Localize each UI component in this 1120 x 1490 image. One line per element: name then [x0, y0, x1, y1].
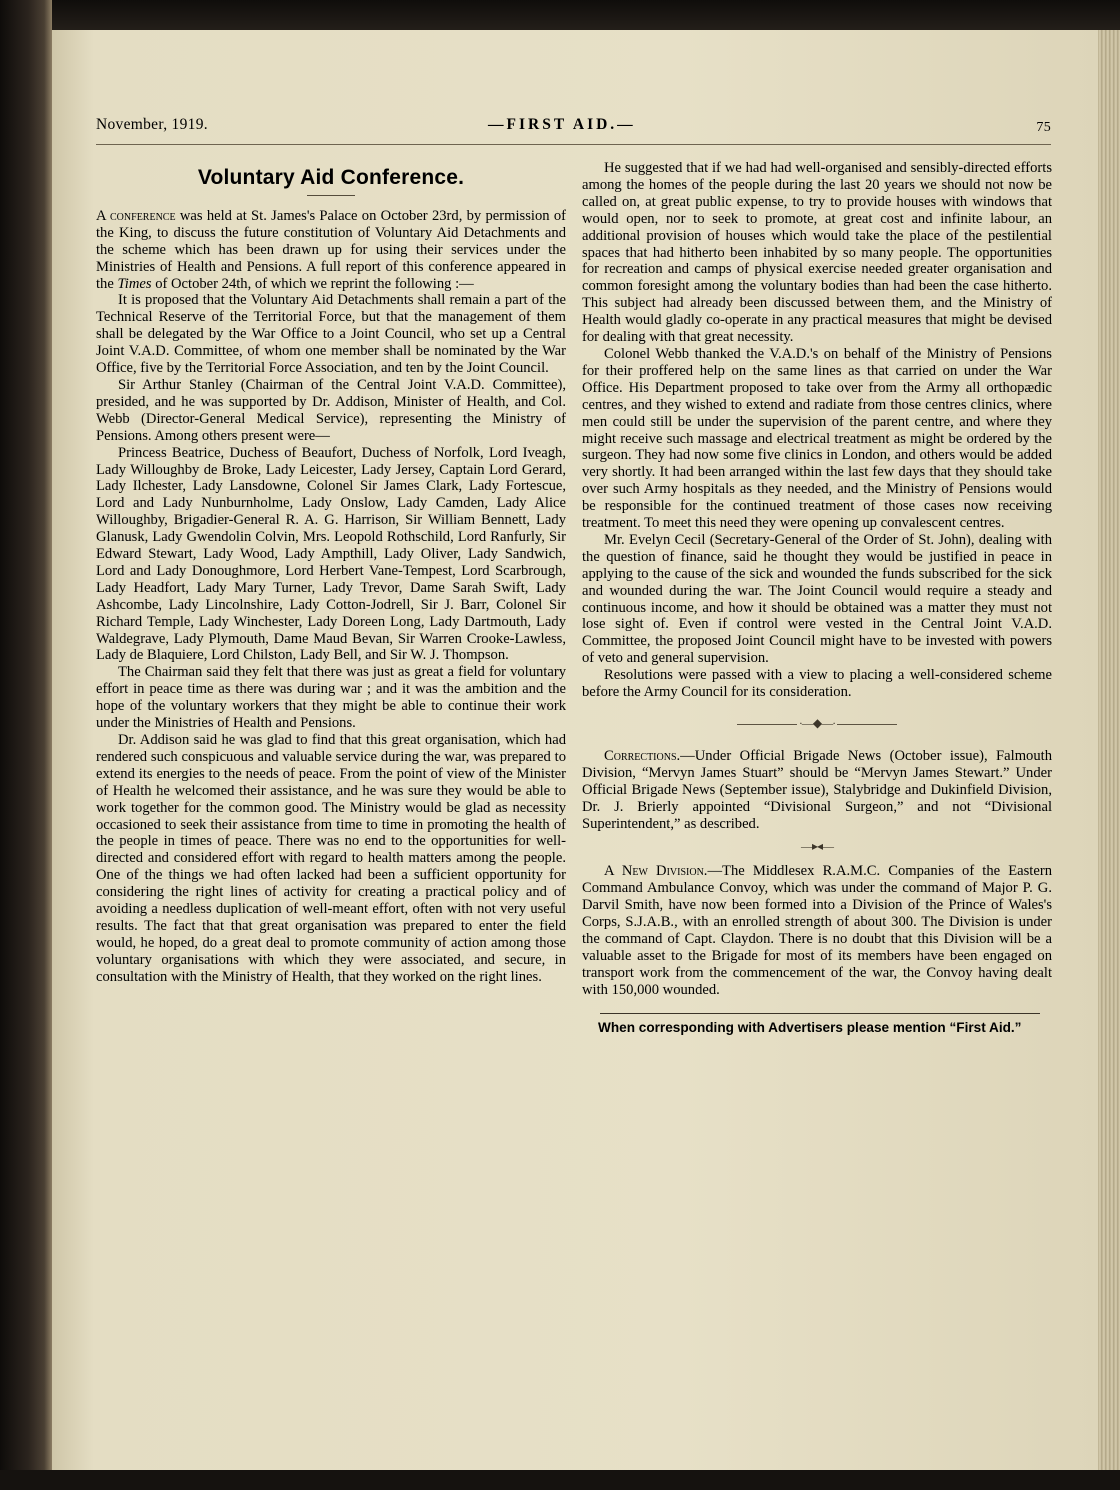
intro-lead: A conference	[96, 207, 176, 224]
advertisers-notice: When corresponding with Advertisers please mention “First Aid.”	[598, 1019, 1022, 1035]
ornament-line-right	[837, 724, 897, 725]
intro-text: was held at St. James's Palace on October 23rd, by permission of the King, to discuss the future constitution of Voluntary Aid Detachments and the scheme which has been drawn up for using their services under the Ministries of Health and Pensions. A full report of this conference appeared in the	[96, 207, 566, 292]
corrections-lead: Corrections.	[604, 747, 681, 764]
paragraph-proposal: It is proposed that the Voluntary Aid Detachments shall remain a part of the Technical Reserve of the Territorial Force, but that the management of them shall be delegated by the War Office to a Joint Council, who set up a Central Joint V.A.D. Committee, of whom one member shall be nominated by the War Office, five by the Territorial Force Association, and ten by the Joint Council.	[96, 292, 566, 377]
paragraph-cecil: Mr. Evelyn Cecil (Secretary-General of the Order of St. John), dealing with the question of finance, said he thought they would be justified in peace in applying to the cause of the sick and wounded the funds subscribed for the sick and wounded during the war. The Joint Council would require a steady and continuous income, and how it should be obtained was a matter they must not lose sight of. Even if control were vested in the Central Joint V.A.D. Committee, the proposed Joint Council might have to be invested with powers of veto and general supervision.	[582, 531, 1052, 667]
right-column	[582, 160, 1052, 1035]
running-head	[96, 116, 1051, 142]
left-column	[96, 160, 566, 986]
title-rule	[307, 195, 355, 196]
times-title: Times	[117, 275, 152, 292]
paragraph-chairman-said: The Chairman said they felt that there was just as great a field for voluntary effort in peace time as there was during war ; and it was the ambition and the hope of the voluntary workers that they might be able to continue their work under the Ministries of Health and Pensions.	[96, 664, 566, 732]
paragraph-chairman-intro: Sir Arthur Stanley (Chairman of the Central Joint V.A.D. Committee), presided, and he was supported by Dr. Addison, Minister of Health, and Col. Webb (Director-General Medical Service), representing the Ministry of Pensions. Among others present were—	[96, 376, 566, 444]
intro-end: of October 24th, of which we reprint the following :—	[151, 275, 474, 292]
paragraph-intro	[96, 208, 566, 293]
ornament-line-left	[737, 724, 797, 725]
ornament-mark: ·—◆—·	[798, 716, 836, 730]
corrections-text: —Under Official Brigade News (October issue), Falmouth Division, “Mervyn James Stuart” should be “Mervyn James Stewart.” Under Official Brigade News (September issue), Stalybridge and Dukinfield Division, Dr. J. Brierly appointed “Divisional Surgeon,” and not “Divisional Superintendent,” as described.	[582, 747, 1052, 832]
section-ornament-small	[582, 838, 1052, 855]
paragraph-new-division	[582, 863, 1052, 998]
page-number: 75	[1036, 120, 1051, 135]
paragraph-suggestion: He suggested that if we had had well-organised and sensibly-directed efforts among the homes of the people during the last 20 years we should not now be called on, at great public expense, to try to provide houses with windows that would open, nor to seek to promote, at great cost and infinite labour, an additional provision of houses which would take the place of the pestilential spaces that had hitherto been inhabited by so many people. The opportunities for recreation and camps of physical exercise needed greater organisation and common foresight among the voluntary bodies than had been the case hitherto. This subject had already been discussed between them, and the Ministry of Health would gladly co-operate in any practical measures that might be devised for dealing with that great necessity.	[582, 160, 1052, 346]
new-division-lead: A New Division.	[604, 863, 708, 880]
paragraph-resolutions: Resolutions were passed with a view to placing a well-considered scheme before the Army Council for its consideration.	[582, 667, 1052, 701]
page-edge	[1098, 30, 1120, 1470]
header-rule	[96, 144, 1051, 145]
notice-rule	[600, 1013, 1040, 1014]
book-binding	[0, 0, 52, 1490]
journal-title: —FIRST AID.—	[488, 116, 636, 133]
ornament-mark-small: —▸◂—	[800, 839, 834, 854]
scan-bottom-margin	[0, 1470, 1120, 1490]
paragraph-corrections	[582, 748, 1052, 833]
paragraph-attendees: Princess Beatrice, Duchess of Beaufort, Duchess of Norfolk, Lord Iveagh, Lady Willoughby de Broke, Lady Leicester, Lady Jersey, Captain Lord Gerard, Lady Ilchester, Lady Lansdowne, Colonel Sir James Clark, Lady Fortescue, Lord and Lady Nunburnholme, Lady Onslow, Lady Camden, Lady Alice Willoughby, Brigadier-General R. A. G. Harrison, Sir William Bennett, Lady Glanusk, Lady Gwendolin Colvin, Mrs. Leopold Rothschild, Lord Ranfurly, Sir Edward Stewart, Lady Wood, Lady Ampthill, Lady Oliver, Lady Sandwich, Lord and Lady Donoughmore, Lord Herbert Vane-Tempest, Lord Scarbrough, Lady Headfort, Lady Mary Turner, Lady Trevor, Dame Sarah Swift, Lady Ashcombe, Lady Lincolnshire, Lady Cotton-Jodrell, Sir J. Barr, Colonel Sir Richard Temple, Lady Winchester, Lady Doreen Long, Lady Dartmouth, Lady Waldegrave, Lady Plymouth, Dame Maud Bevan, Sir Warren Crooke-Lawless, Lady de Blaquiere, Lord Chilston, Lady Bell, and Sir W. J. Thompson.	[96, 444, 566, 664]
new-division-text: —The Middlesex R.A.M.C. Companies of the Eastern Command Ambulance Convoy, which was under the command of Major P. G. Darvil Smith, have now been formed into a Division of the Prince of Wales's Corps, S.J.A.B., with an enrolled strength of about 300. The Division is under the command of Capt. Claydon. There is no doubt that this Division will be a valuable asset to the Brigade for most of its members have been engaged on transport work from the commencement of the war, the Convoy having dealt with 150,000 wounded.	[582, 863, 1052, 998]
issue-date: November, 1919.	[96, 116, 208, 133]
paragraph-addison: Dr. Addison said he was glad to find that this great organisation, which had rendered such conspicuous and valuable service during the war, was prepared to extend its energies to the needs of peace. From the point of view of the Minister of Health he welcomed their assistance, and he was sure they would be able to work together for the common good. The Ministry would be glad as necessity occasioned to seek their assistance from time to time in promoting the health of the people in times of peace. There was no end to the opportunities for well-directed and considered effort with regard to health matters among the people. One of the things we had often lacked had been a sufficient opportunity for considering the right lines of activity for creating a practical policy and of avoiding a needless duplication of well-meant effort, often with not very useful results. The fact that that great organisation was prepared to enter the field would, he hoped, do a great deal to promote community of action among those voluntary organisations with which they were associated, and secure, in consultation with the Ministry of Health, that they worked on the right lines.	[96, 732, 566, 985]
section-ornament	[582, 715, 1052, 732]
article-title: Voluntary Aid Conference.	[197, 166, 465, 189]
paragraph-webb: Colonel Webb thanked the V.A.D.'s on behalf of the Ministry of Pensions for their proffered help on the same lines as that carried on under the War Office. His Department proposed to take over from the Army all orthopædic centres, and they wished to extend and radiate from those centres clinics, where men could still be under the supervision of the parent centre, and where they might receive such massage and electrical treatment as might be ordered by the surgeon. They had now some five clinics in London, and others would be added very shortly. It had been arranged within the last few days that they should take over such Army hospitals as they needed, and the Ministry of Pensions would be responsible for the continued treatment of those cases now receiving treatment. To meet this need they were opening up convalescent centres.	[582, 345, 1052, 532]
